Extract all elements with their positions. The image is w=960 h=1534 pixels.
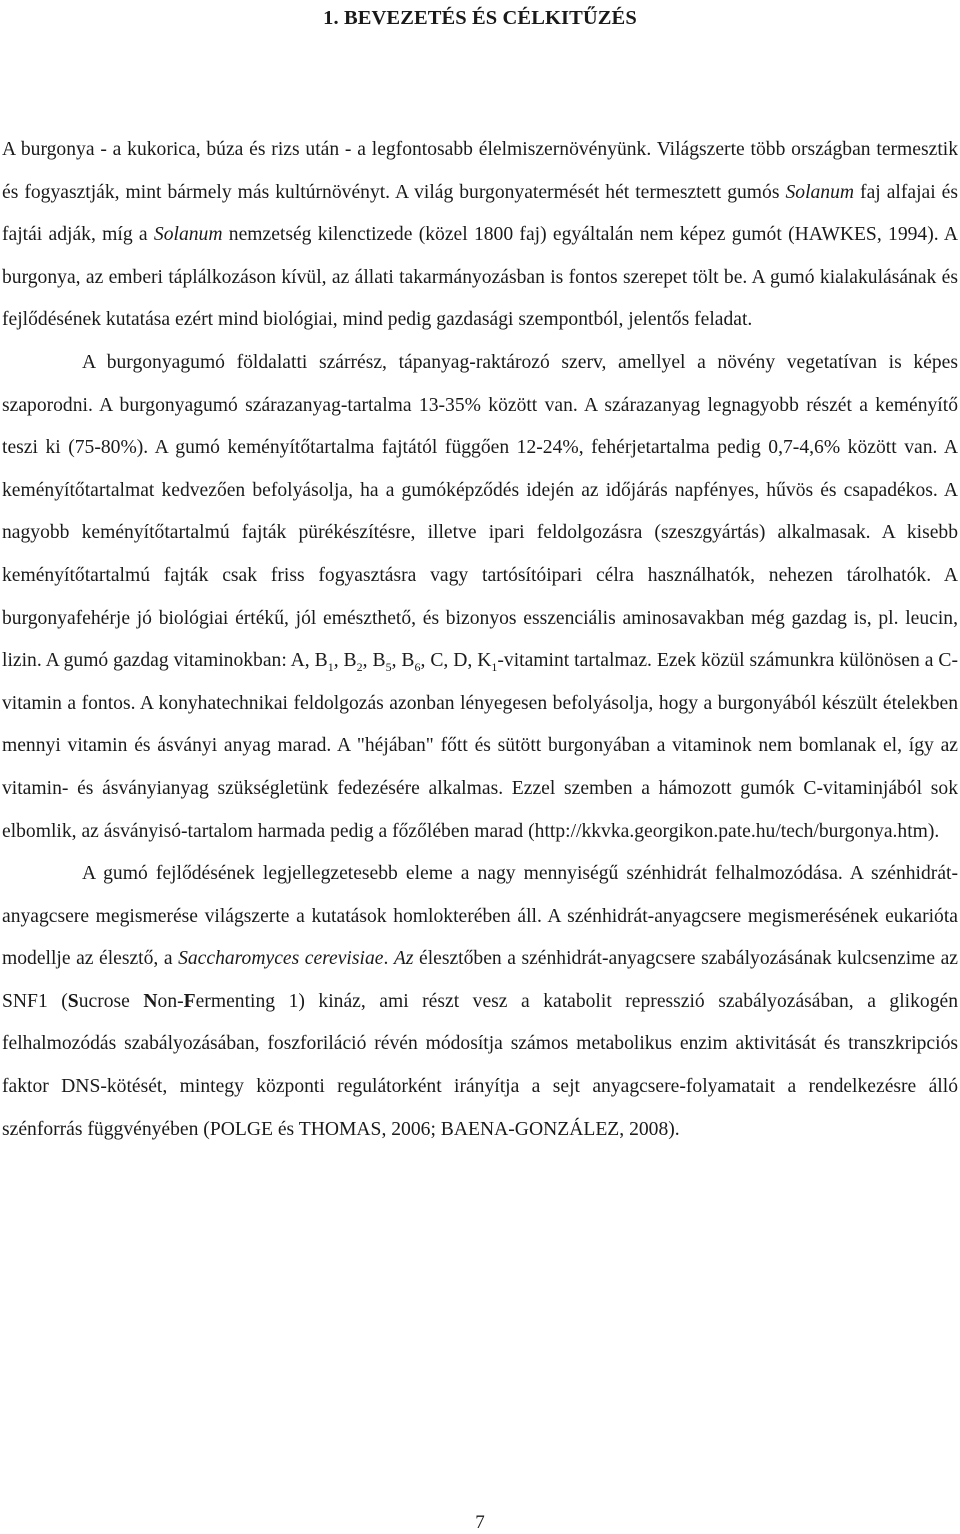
- subscript: 6: [414, 660, 421, 675]
- text-run: -vitamint tartalmaz. Ezek közül számunkra különösen a C-vitamin a fontos. A konyhatechnikai feldolgozás azonban lényegesen befolyásolja, hogy a burgonyából készült ételekben mennyi vitamin és ásványi anyag marad. A "héjában" főtt és sütött burgonyában a vitaminok nem bomlanak el, így az vitamin- és ásványianyag szükségletünk fedezésére alkalmas. Ezzel szemben a hámozott gumók C-vitaminjából sok elbomlik, az ásványisó-tartalom harmada pedig a főzőlében marad (: [2, 650, 959, 842]
- chapter-heading: 1. BEVEZETÉS ÉS CÉLKITŰZÉS: [323, 7, 637, 29]
- paragraph-1: [2, 129, 958, 342]
- subscript: 2: [356, 660, 363, 675]
- reference-url[interactable]: http://kkvka.georgikon.pate.hu/tech/burgonya.htm: [534, 820, 928, 842]
- text-run: A burgonyagumó földalatti szárrész, tápanyag-raktározó szerv, amellyel a növény vegetatívan is képes szaporodni. A burgonyagumó szárazanyag-tartalma 13-35% között van. A szárazanyag legnagyobb részét a keményítő teszi ki (75-80%). A gumó keményítőtartalma fajtától függően 12-24%, fehérjetartalma pedig 0,7-4,6% között van. A keményítőtartalmat kedvezően befolyásolja, ha a gumóképződés idején az időjárás napfényes, hűvös és csapadékos. A nagyobb keményítőtartalmú fajták pürékészítésre, illetve ipari feldolgozásra (szeszgyártás) alkalmasak. A kisebb keményítőtartalmú fajták csak friss fogyasztásra vagy tartósítóipari célra használhatók, nehezen tárolhatók. A burgonyafehérje jó biológiai értékű, jól emészthető, és bizonyos esszenciális aminosavakban még gazdag is, pl. leucin, lizin. A gumó gazdag vitaminokban: A, B: [2, 351, 958, 672]
- italic-word: Az: [393, 948, 414, 970]
- body-text: [2, 129, 958, 1151]
- italic-term: Solanum: [153, 224, 223, 246]
- text-run: , B: [333, 650, 357, 672]
- acronym-letter: S: [67, 990, 79, 1012]
- text-run: nemzetség kilenctizede (közel 1800 faj) egyáltalán nem képez gumót (HAWKES, 1994). A burgonya, az emberi táplálkozáson kívül, az állati takarmányozásban is fontos szerepet tölt be. A gumó kialakulásának és fejlődésének kutatása ezért mind biológiai, mind pedig gazdasági szempontból, jelentős feladat.: [2, 224, 958, 331]
- text-run: .: [383, 948, 394, 970]
- acronym-letter: F: [183, 990, 196, 1012]
- subscript: 5: [385, 660, 392, 675]
- text-run: ermenting 1) kináz, ami részt vesz a katabolit represszió szabályozásában, a glikogén felhalmozódás szabályozásában, foszforiláció révén módosítja számos metabolikus enzim aktivitását és transzkripciós faktor DNS-kötését, mintegy központi regulátorként irányítja a sejt anyagcsere-folyamatait a rendelkezésre álló szénforrás függvényében (POLGE és THOMAS, 2006; BAENA-GONZÁLEZ, 2008).: [2, 990, 958, 1140]
- text-run: ucrose: [78, 990, 144, 1012]
- subscript: 1: [491, 660, 498, 675]
- paragraph-2: [2, 342, 958, 853]
- subscript: 1: [327, 660, 334, 675]
- page-number: 7: [475, 1512, 485, 1533]
- text-run: on-: [157, 990, 184, 1012]
- text-run: A gumó fejlődésének legjellegzetesebb eleme a nagy mennyiségű szénhidrát felhalmozódása. A szénhidrát-anyagcsere megismerése világszerte a kutatások homlokterében áll. A szénhidrát-anyagcsere megismerésének eukarióta modellje az élesztő, a: [2, 863, 958, 970]
- italic-term: Solanum: [785, 181, 855, 203]
- text-run: , C, D, K: [420, 650, 492, 672]
- text-run: faj alfajai és fajtái adják, míg a: [2, 181, 959, 246]
- text-run: A burgonya - a kukorica, búza és rizs után - a legfontosabb élelmiszernövényünk. Világszerte több országban termesztik és fogyasztják, mint bármely más kultúrnövényt. A világ burgonyatermését hét termesztett gumós: [2, 139, 958, 203]
- text-run: ).: [927, 820, 940, 842]
- species-name: Saccharomyces cerevisiae: [178, 948, 384, 970]
- paragraph-3: [2, 853, 958, 1151]
- text-run: , B: [362, 650, 386, 672]
- text-run: élesztőben a szénhidrát-anyagcsere szabályozásának kulcsenzime az SNF1 (: [2, 948, 959, 1012]
- text-run: , B: [391, 650, 415, 672]
- acronym-letter: N: [143, 990, 158, 1012]
